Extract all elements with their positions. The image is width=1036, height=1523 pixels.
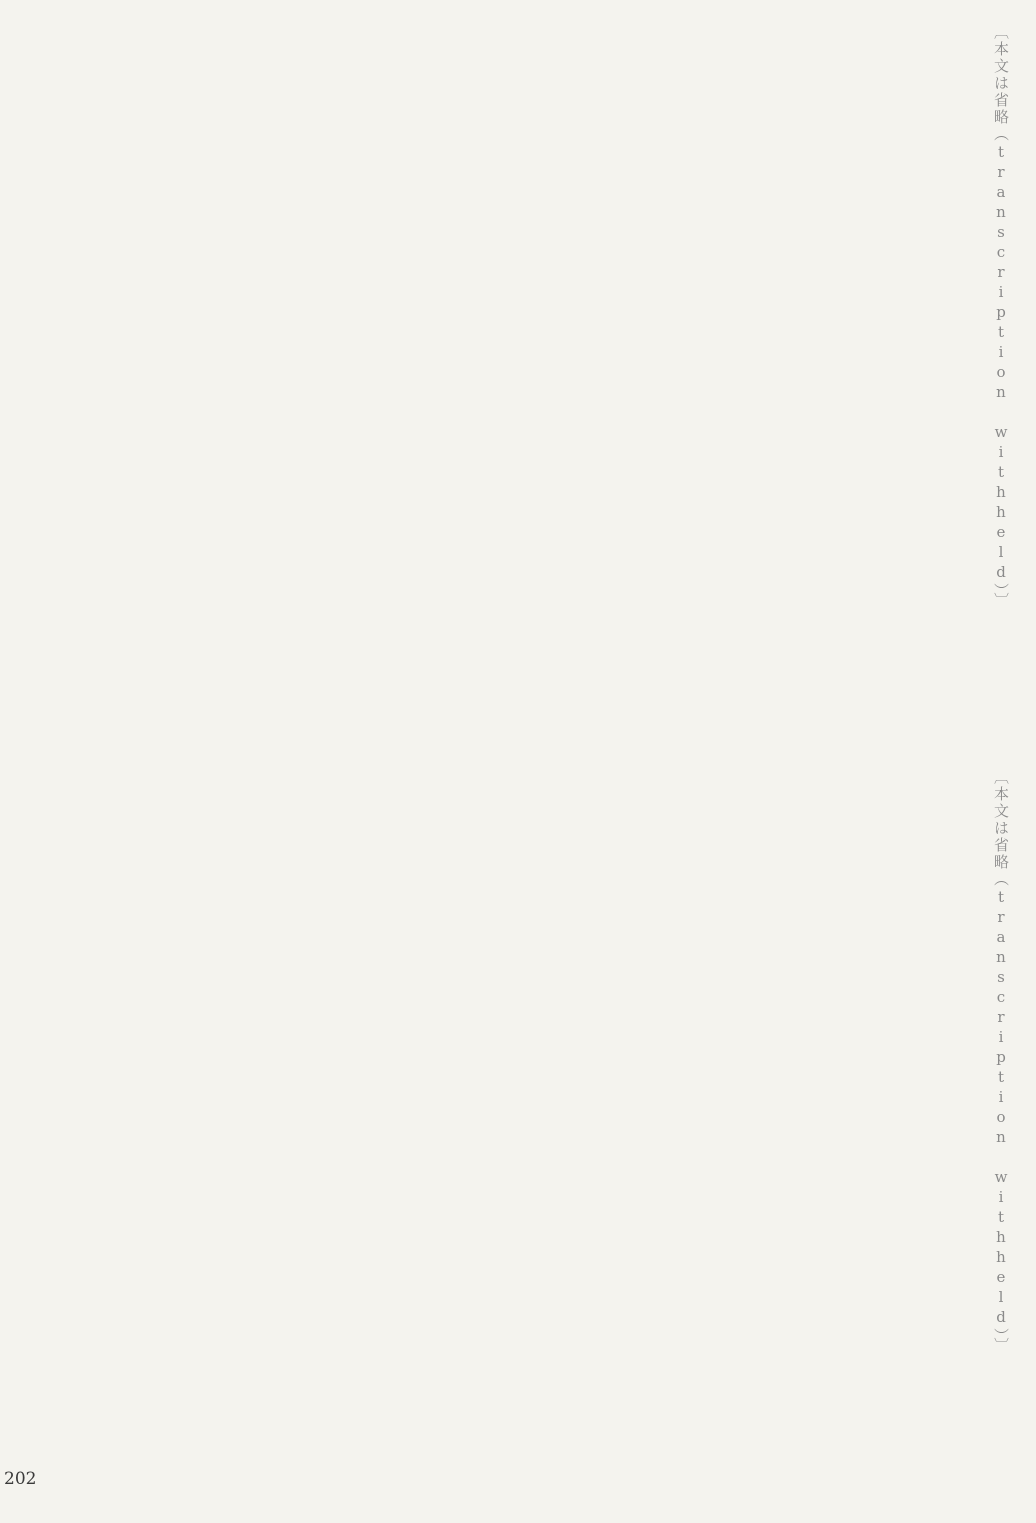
redacted-text-notice: 〔本文は省略（transcription withheld）〕 xyxy=(992,768,1010,1354)
text-block-bottom xyxy=(36,769,1016,1484)
text-block-top xyxy=(36,24,1016,739)
redacted-text-notice: 〔本文は省略（transcription withheld）〕 xyxy=(992,24,1010,610)
page-number: 202 xyxy=(4,1469,37,1489)
